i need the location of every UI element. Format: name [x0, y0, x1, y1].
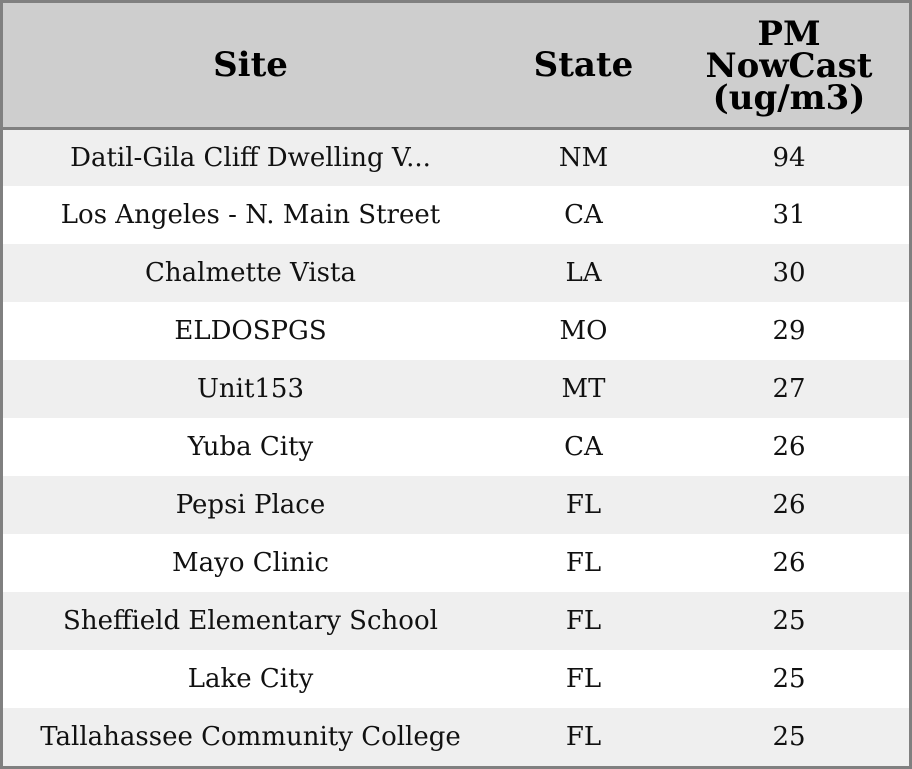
header-pm-line1: PM [757, 13, 821, 54]
table-row [3, 186, 909, 244]
cell-state: NM [558, 142, 609, 173]
data-table [3, 3, 909, 766]
cell-state: MT [561, 374, 606, 404]
cell-pm: 31 [772, 200, 806, 230]
table-row [3, 708, 909, 766]
cell-state: FL [565, 664, 602, 694]
cell-state: CA [564, 200, 603, 230]
cell-pm: 27 [772, 374, 806, 404]
cell-pm: 26 [772, 490, 806, 520]
cell-pm: 25 [772, 722, 806, 752]
cell-state: FL [565, 490, 602, 520]
cell-site: Los Angeles - N. Main Street [60, 200, 441, 230]
cell-site: ELDOSPGS [174, 316, 327, 346]
cell-site: Pepsi Place [175, 490, 326, 520]
cell-site: Chalmette Vista [145, 258, 356, 288]
cell-site: Sheffield Elementary School [63, 606, 438, 636]
table-body [3, 128, 909, 766]
table-row [3, 592, 909, 650]
table-row [3, 302, 909, 360]
cell-site: Unit153 [196, 374, 305, 404]
cell-site: Tallahassee Community College [40, 722, 461, 752]
header-site: Site [3, 3, 498, 128]
cell-site: Mayo Clinic [172, 548, 329, 578]
table-row [3, 476, 909, 534]
table-header [3, 3, 909, 128]
table-row [3, 128, 909, 186]
header-pm-nowcast [669, 3, 909, 128]
cell-site: Datil-Gila Cliff Dwelling V... [70, 142, 431, 173]
cell-state: MO [559, 316, 608, 346]
header-pm-line3: (ug/m3) [712, 77, 866, 118]
cell-pm: 26 [772, 432, 806, 462]
cell-state: CA [564, 432, 603, 462]
table-row [3, 650, 909, 708]
header-state: State [498, 3, 669, 128]
cell-site: Lake City [187, 664, 314, 694]
header-pm-line2: NowCast [705, 45, 873, 86]
table-row [3, 244, 909, 302]
cell-pm: 25 [772, 606, 806, 636]
header-row [3, 3, 909, 128]
cell-state: LA [565, 258, 602, 288]
cell-state: FL [565, 548, 602, 578]
table-row [3, 534, 909, 592]
cell-pm: 29 [772, 316, 806, 346]
cell-state: FL [565, 722, 602, 752]
cell-pm: 94 [772, 142, 806, 173]
cell-site: Yuba City [187, 432, 314, 462]
cell-pm: 25 [772, 664, 806, 694]
cell-pm: 26 [772, 548, 806, 578]
cell-pm: 30 [772, 258, 806, 288]
table-row [3, 360, 909, 418]
table-row [3, 418, 909, 476]
cell-state: FL [565, 606, 602, 636]
